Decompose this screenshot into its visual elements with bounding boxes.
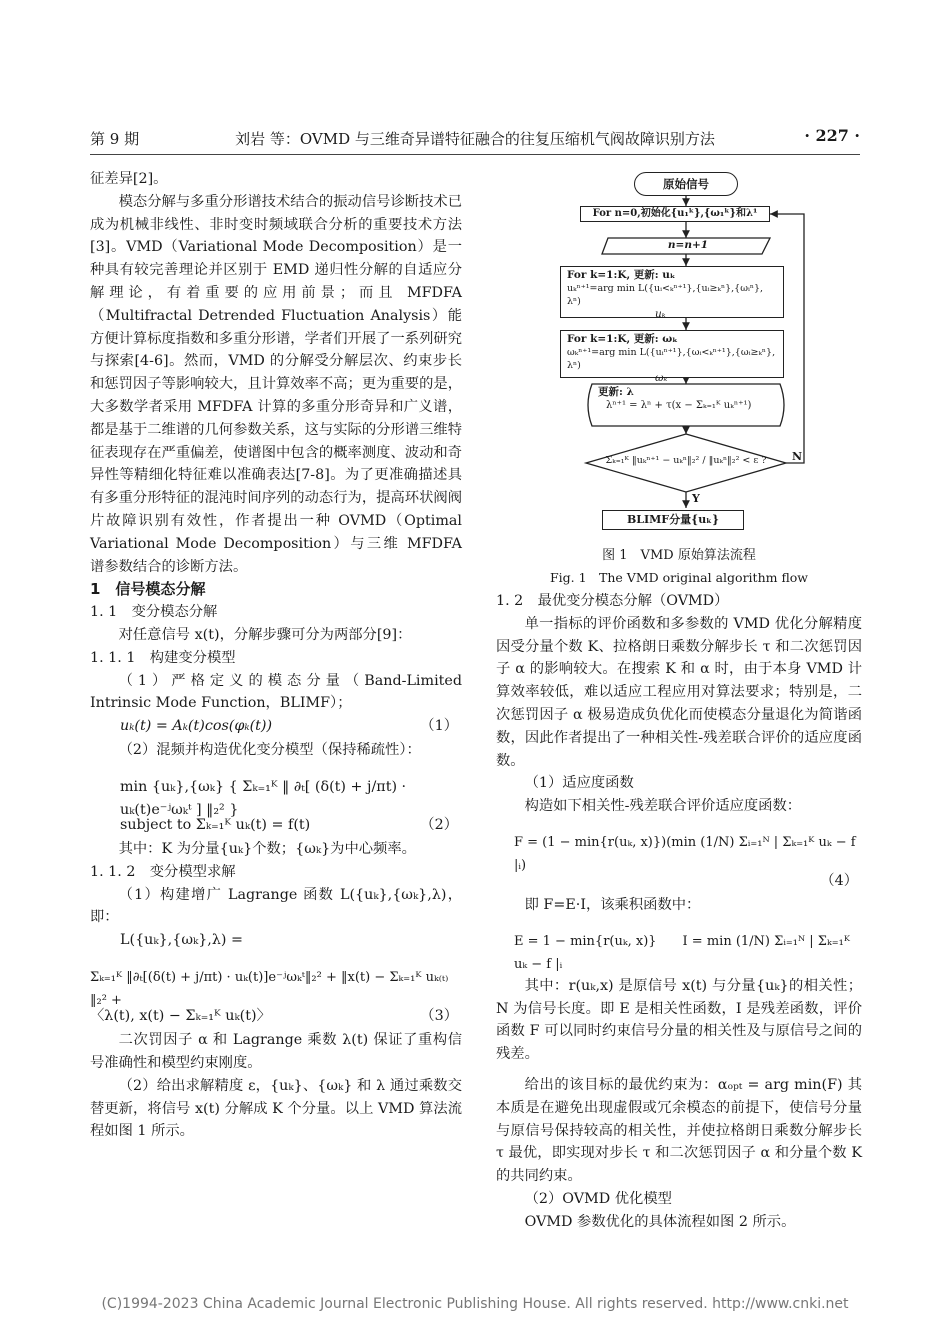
paragraph: 其中：r(uₖ,x) 是原信号 x(t) 与分量{uₖ}的相关性；N 为信号长度。即 E 是相关性函数，I 是残差函数，评价函数 F 可以同时约束信号分量的相关性及与原信号之间的残差。 [496,977,862,1063]
paragraph: OVMD 参数优化的具体流程如图 2 所示。 [524,1213,796,1230]
copyright-footer: (C)1994-2023 China Academic Journal Electronic Publishing House. All rights reserved. http://www.cnki.net [101,1296,849,1312]
paragraph: 构造如下相关性-残差联合评价适应度函数： [524,798,802,815]
flow-init: For n=0,初始化{u₁ᵏ},{ω₁ᵏ}和λ¹ [580,206,770,222]
flow-start: 原始信号 [634,172,738,196]
figure-1-flowchart [552,170,820,542]
equation-body: Σₖ₌₁ᴷ ‖∂ₜ[(δ(t) + j/πt) · uₖ(t)]e⁻ʲωₖᵗ‖₂² + ‖x(t) − Σₖ₌₁ᴷ uₖ₍ₜ₎‖₂² + [90,970,449,1008]
paragraph: 征差异[2]。 [90,171,168,187]
update-omega-line2: ωₖⁿ⁺¹=arg min L({uᵢⁿ⁺¹},{ωᵢ<ₖⁿ⁺¹},{ωᵢ≥ₖⁿ}, λⁿ) [567,347,776,371]
subsection-heading: 1. 1 变分模态分解 [90,604,218,621]
flow-update-u [560,266,784,318]
equation-body: L({uₖ},{ωₖ},λ) = [120,932,244,949]
equation-4 [496,818,862,873]
page-number: · 227 · [804,126,860,145]
left-column [90,168,462,1143]
paragraph: （2）OVMD 优化模型 [524,1190,672,1207]
paragraph: （1）适应度函数 [524,775,634,792]
section-heading: 1 信号模态分解 [90,580,206,599]
equation-3b [90,953,462,1008]
flow-output: BLIMF分量{uₖ} [602,510,744,530]
update-omega-line3: ωₖ [655,372,668,384]
subsubsection-heading: 1. 1. 2 变分模型求解 [90,863,236,880]
equation-2b [90,814,462,838]
flow-update-omega [560,330,784,384]
paragraph: 单一指标的评价函数和多参数的 VMD 优化分解精度因受分量个数 K、拉格朗日乘数分解步长 τ 和二次惩罚因子 α 的影响较大。在搜索 K 和 α 时，由于本身 VMD 计算效率较低，难以适应工程应用对算法要求；特别是，二次惩罚因子 α 极易造成负优化而使模态分量退化为简谐函数，因此作者提出了一种相关性-残差联合评价的适应度函数。 [496,615,862,769]
flow-no-label: N [792,450,803,463]
right-column [496,590,862,1234]
issue-number: 第 9 期 [90,130,140,148]
equation-3c [90,1005,462,1029]
equation-5 [496,917,862,972]
paragraph: 模态分解与多重分形谱技术结合的振动信号诊断技术已成为机械非线性、非时变时频域联合分析的重要技术方法[3]。VMD（Variational Mode Decomposition）是一种具有较完善理论并区别于 EMD 递归性分解的自适应分解理论，有着重要的应用前景；而且 MFDFA（Multifractal Detrended Fluctuation Analysis）能方便计算标度指数和多重分形谱，学者们开展了一系列研究与探索[4-6]。然而，VMD 的分解受分解层次、约束步长和惩罚因子等影响较大，且计算效率不高；更为重要的是，大多数学者采用 MFDFA 计算的多重分形奇异和广义谱，都是基于二维谱的几何参数关系，这与实际的分形谱三维特征表现存在严重偏差，使谱图中包含的概率测度、波动和奇异性等精细化特征难以准确表达[7-8]。为了更准确描述具有多重分形特征的混沌时间序列的动态行为，提高环状阀阀片故障识别有效性，作者提出一种 OVMD（Optimal Variational Mode Decomposition）与三维 MFDFA 谱参数结合的诊断方法。 [90,193,462,575]
paragraph: 其中：K 为分量{uₖ}个数；{ωₖ}为中心频率。 [118,840,416,857]
update-lambda-line1: 更新: λ [598,386,634,398]
update-lambda-line2: λⁿ⁺¹ = λⁿ + τ(x − Σₖ₌₁ᴷ uₖⁿ⁺¹) [606,400,752,411]
flow-condition: Σₖ₌₁ᴷ ‖uₖⁿ⁺¹ − uₖⁿ‖₂² / ‖uₖⁿ‖₂² < ε ? [605,455,767,466]
equation-number: （1） [420,718,458,735]
subsection-heading: 1. 2 最优变分模态分解（OVMD） [496,593,729,609]
running-title: 刘岩 等：OVMD 与三维奇异谱特征融合的往复压缩机气阀故障识别方法 [235,130,715,148]
equation-1 [90,715,462,739]
equation-number: （3） [420,1008,458,1025]
equation-3a [90,929,462,953]
equation-number: （2） [420,816,458,833]
equation-body: subject to Σₖ₌₁ᴷ uₖ(t) = f(t) [120,816,311,833]
paragraph: 对任意信号 x(t)，分解步骤可分为两部分[9]： [118,626,412,643]
update-u-line1: For k=1:K, 更新: uₖ [567,269,676,281]
equation-body: min {uₖ},{ωₖ} { Σₖ₌₁ᴷ ‖ ∂ₜ[ (δ(t) + j/πt) · uₖ(t)e⁻ʲωₖᵗ ] ‖₂² } [120,778,407,818]
equation-body: 〈λ(t), x(t) − Σₖ₌₁ᴷ uₖ(t)〉 [90,1008,271,1025]
page-header [90,120,860,150]
equation-body: uₖ(t) = Aₖ(t)cos(φₖ(t)) [120,718,273,735]
paragraph: 二次罚因子 α 和 Lagrange 乘数 λ(t) 保证了重构信号准确性和模型约束刚度。 [90,1032,462,1071]
paragraph: （2）混频并构造优化变分模型（保持稀疏性）： [118,742,421,759]
equation-body: F = (1 − min{r(uₖ, x)})(min (1/N) Σᵢ₌₁ᴺ | Σₖ₌₁ᴷ uₖ − f |ᵢ) [514,834,856,873]
figure-caption-cn: 图 1 VMD 原始算法流程 [602,548,756,563]
flow-update-lambda [598,386,778,412]
paragraph: （1）构建增广 Lagrange 函数 L({uₖ},{ωₖ},λ)，即： [90,886,462,926]
update-u-line2: uₖⁿ⁺¹=arg min L({uᵢ<ₖⁿ⁺¹},{uᵢ≥ₖⁿ},{ωᵢⁿ}, λⁿ) [567,283,764,307]
flow-increment: n=n+1 [667,239,709,251]
flow-yes-label: Y [692,492,700,505]
equation-4-number-row [496,870,862,894]
paragraph: 给出的该目标的最优约束为：αₒₚₜ = arg min(F) 其本质是在避免出现虚假或冗余模态的前提下，使信号分量与原信号保持较高的相关性，并使拉格朗日乘数分解步长 τ 最优，即实现对步长 τ 和二次惩罚因子 α 和分量个数 K 的共同约束。 [496,1076,862,1185]
header-rule [90,154,860,155]
paragraph: （2）给出求解精度 ε，{uₖ}、{ωₖ} 和 λ 通过乘数交替更新，将信号 x(t) 分解成 K 个分量。以上 VMD 算法流程如图 1 所示。 [90,1077,462,1140]
update-u-line3: uₖ [655,308,666,320]
equation-body: E = 1 − min{r(uₖ, x)} I = min (1/N) Σᵢ₌₁ᴺ | Σₖ₌₁ᴷ uₖ − f |ᵢ [514,933,850,972]
figure-caption-en: Fig. 1 The VMD original algorithm flow [549,570,809,585]
equation-2a [90,762,462,818]
update-omega-line1: For k=1:K, 更新: ωₖ [567,333,678,345]
paragraph: （1）严格定义的模态分量（Band-Limited Intrinsic Mode Function，BLIMF）； [90,672,462,712]
equation-number: （4） [820,872,858,889]
subsubsection-heading: 1. 1. 1 构建变分模型 [90,649,236,666]
paragraph: 即 F=E·I，该乘积函数中： [524,896,701,913]
